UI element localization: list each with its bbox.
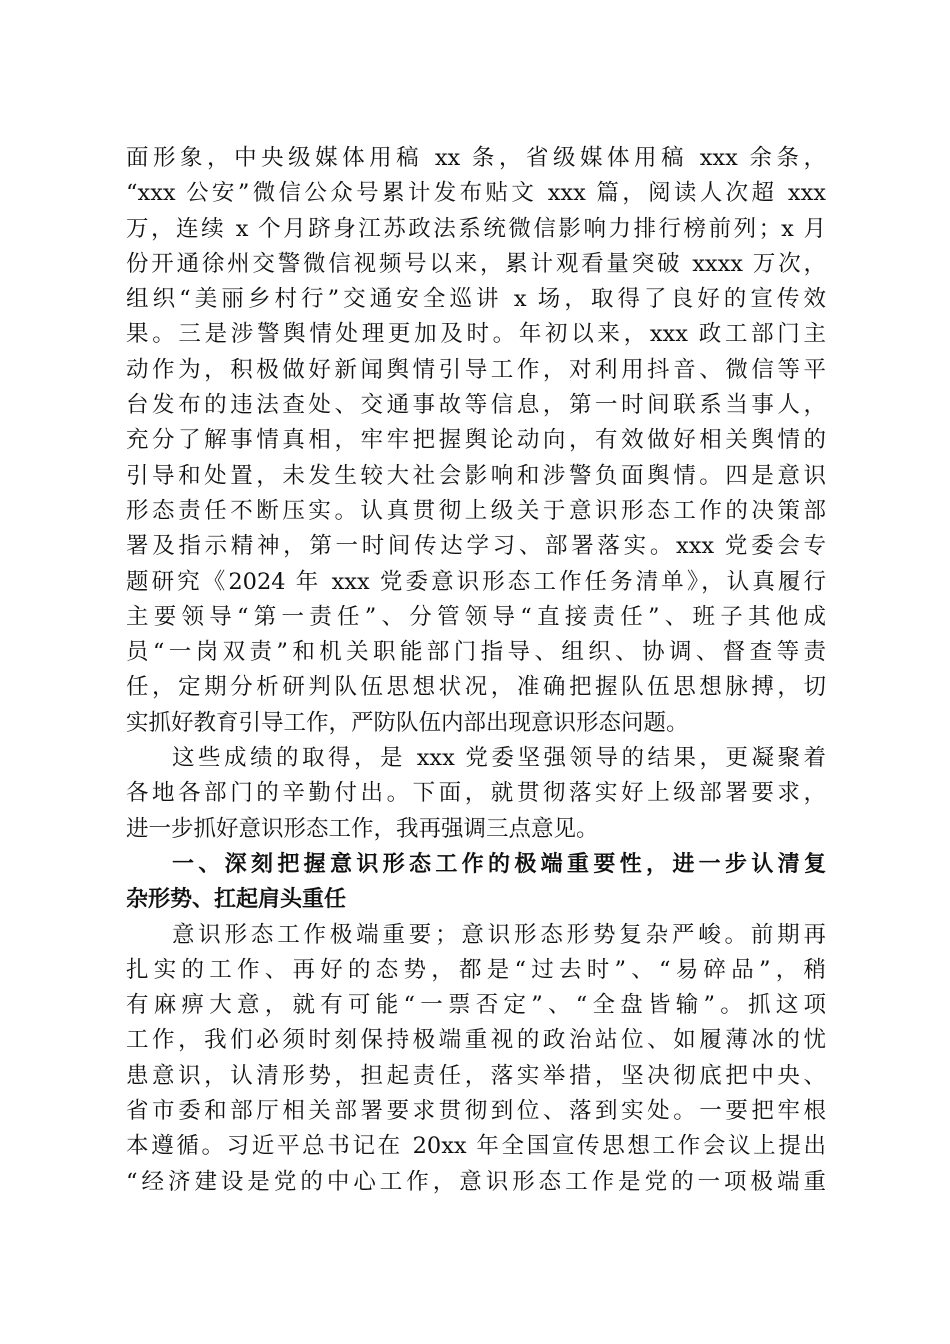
heading-line: 杂形势、扛起肩头重任 xyxy=(126,887,347,913)
text-line: “经济建设是党的中心工作，意识形态工作是党的一项极端重 xyxy=(126,1168,826,1195)
text-line: 患意识，认清形势，担起责任，落实举措，坚决彻底把中央、 xyxy=(126,1062,826,1089)
text-line: 有麻痹大意，就有可能“一票否定”、“全盘皆输”。抓这项 xyxy=(126,992,826,1019)
text-line: 实抓好教育引导工作，严防队伍内部出现意识形态问题。 xyxy=(126,709,689,736)
text-line: 面形象，中央级媒体用稿 xx 条，省级媒体用稿 xxx 余条， xyxy=(126,145,826,171)
text-line: 组织“美丽乡村行”交通安全巡讲 x 场，取得了良好的宣传效 xyxy=(126,286,826,313)
text-line: 扎实的工作、再好的态势，都是“过去时”、“易碎品”，稍 xyxy=(126,956,826,983)
text-line: 万，连续 x 个月跻身江苏政法系统微信影响力排行榜前列；x 月 xyxy=(126,215,826,242)
text-line: 引导和处置，未发生较大社会影响和涉警负面舆情。四是意识 xyxy=(126,462,826,489)
text-line: 题研究《2024 年 xxx 党委意识形态工作任务清单》，认真履行 xyxy=(126,568,826,595)
section-heading xyxy=(126,847,826,918)
text-line: 份开通徐州交警微信视频号以来，累计观看量突破 xxxx 万次， xyxy=(126,250,826,277)
text-line: 各地各部门的辛勤付出。下面，就贯彻落实好上级部署要求， xyxy=(126,780,826,807)
text-line: 主要领导“第一责任”、分管领导“直接责任”、班子其他成 xyxy=(126,603,826,630)
text-line: 形态责任不断压实。认真贯彻上级关于意识形态工作的决策部 xyxy=(126,497,826,524)
text-line: 任，定期分析研判队伍思想状况，准确把握队伍思想脉搏，切 xyxy=(126,674,826,701)
text-line: 果。三是涉警舆情处理更加及时。年初以来，xxx 政工部门主 xyxy=(126,321,826,348)
text-line: 进一步抓好意识形态工作，我再强调三点意见。 xyxy=(126,815,599,842)
text-line: 动作为，积极做好新闻舆情引导工作，对利用抖音、微信等平 xyxy=(126,356,826,383)
text-line: “xxx 公安”微信公众号累计发布贴文 xxx 篇，阅读人次超 xxx xyxy=(126,180,826,207)
text-line: 工作，我们必须时刻保持极端重视的政治站位、如履薄冰的忧 xyxy=(126,1027,826,1054)
paragraph-summary xyxy=(126,741,826,847)
paragraph-continued xyxy=(126,141,826,741)
text-line: 署及指示精神，第一时间传达学习、部署落实。xxx 党委会专 xyxy=(126,533,826,560)
text-line: 省市委和部厅相关部署要求贯彻到位、落到实处。一要把牢根 xyxy=(126,1098,826,1125)
document-body xyxy=(126,141,826,1200)
text-line: 台发布的违法查处、交通事故等信息，第一时间联系当事人， xyxy=(126,392,826,419)
text-line: 充分了解事情真相，牢牢把握舆论动向，有效做好相关舆情的 xyxy=(126,427,826,454)
text-line: 意识形态工作极端重要；意识形态形势复杂严峻。前期再 xyxy=(172,921,826,948)
text-line: 员“一岗双责”和机关职能部门指导、组织、协调、督查等责 xyxy=(126,639,826,666)
text-line: 本遵循。习近平总书记在 20xx 年全国宣传思想工作会议上提出 xyxy=(126,1133,826,1160)
text-line: 这些成绩的取得，是 xxx 党委坚强领导的结果，更凝聚着 xyxy=(172,745,826,772)
heading-line: 一、深刻把握意识形态工作的极端重要性，进一步认清复 xyxy=(172,851,826,877)
paragraph-section-body xyxy=(126,918,826,1200)
